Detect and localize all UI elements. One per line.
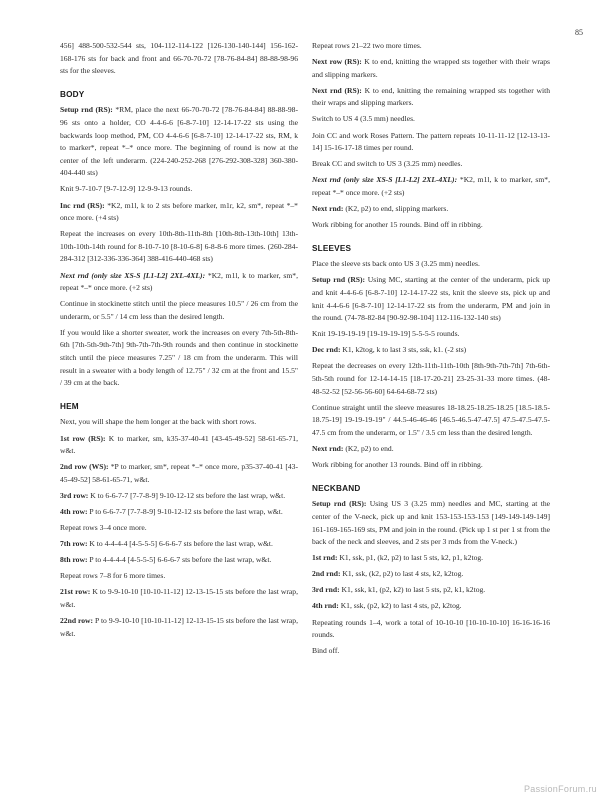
- section-heading: SLEEVES: [312, 243, 352, 253]
- instruction-label: 2nd row (WS):: [60, 462, 109, 472]
- instruction-label: 4th row:: [60, 507, 88, 516]
- instruction-text: K to end, knitting the remaining wrapped sts together with their wraps and slipping markers.: [312, 85, 550, 108]
- instruction-paragraph: [312, 174, 550, 199]
- instruction-text: Continue in stockinette stitch until the piece measures 10.5" / 26 cm from the underarm, or 5.5" / 14 cm less than the desired length.: [60, 299, 298, 321]
- instruction-paragraph: [312, 203, 550, 216]
- instruction-text: K to end, knitting the wrapped sts together with their wraps and slipping markers.: [312, 57, 550, 79]
- section-heading: BODY: [60, 89, 85, 99]
- instruction-text: *K2, m1l, k to 2 sts before marker, m1r, k2, sm*, repeat *–* once more. (+4 sts): [60, 200, 298, 223]
- instruction-text: K1, k2tog, k to last 3 sts, ssk, k1. (-2 sts): [340, 345, 467, 355]
- instruction-text: *K2, m1l, k to marker, sm*, repeat *–* once more. (+2 sts): [312, 175, 550, 197]
- instruction-paragraph: [312, 113, 550, 126]
- instruction-text: Repeat rows 7–8 for 6 more times.: [60, 571, 166, 581]
- instruction-text: Bind off.: [312, 646, 340, 656]
- instruction-label: Setup rnd (RS):: [60, 105, 113, 115]
- instruction-paragraph: [312, 584, 550, 597]
- instruction-text: Switch to US 4 (3.5 mm) needles.: [312, 114, 415, 124]
- instruction-paragraph: [60, 490, 298, 503]
- right-column: [312, 40, 550, 661]
- instruction-label: 1st rnd:: [312, 553, 338, 563]
- instruction-paragraph: [60, 586, 298, 611]
- instruction-paragraph: [312, 617, 550, 642]
- instruction-paragraph: [312, 56, 550, 81]
- instruction-paragraph: [312, 328, 550, 341]
- instruction-paragraph: [60, 183, 298, 196]
- instruction-text: Place the sleeve sts back onto US 3 (3.25 mm) needles.: [312, 259, 480, 269]
- instruction-text: K1, ssk, k1, (p2, k2) to last 5 sts, p2, k1, k2tog.: [339, 585, 486, 595]
- instruction-text: *P to marker, sm*, repeat *–* once more, p35-37-40-41 [43-45-49-52] 58-61-65-71, w&t.: [60, 462, 298, 484]
- instruction-paragraph: [60, 433, 298, 458]
- instruction-paragraph: [60, 538, 298, 551]
- instruction-text: Repeating rounds 1–4, work a total of 10-10-10 [10-10-10-10] 16-16-16-16 rounds.: [312, 617, 550, 640]
- instruction-label: Inc rnd (RS):: [60, 200, 105, 210]
- instruction-paragraph: [60, 522, 298, 535]
- left-column: [60, 40, 298, 644]
- instruction-text: (K2, p2) to end, slipping markers.: [343, 204, 449, 214]
- instruction-label: Setup rnd (RS):: [312, 275, 366, 285]
- instruction-text: K1, ssk, p1, (k2, p2) to last 5 sts, k2, p1, k2tog.: [337, 553, 484, 563]
- instruction-label: 7th row:: [60, 539, 88, 549]
- instruction-label: 3rd row:: [60, 490, 89, 500]
- instruction-text: Repeat the increases on every 10th-8th-11th-8th [10th-8th-13th-10th] 13th-10th-10th-14th round for 8-10-7-10 [8-10-6-8] 6-8-8-6 more times. (260-284-284-312 [312-336-336-364] 388-416-440-468 sts): [60, 229, 298, 264]
- instruction-text: P to 6-6-7-7 [7-7-8-9] 9-10-12-12 sts before the last wrap, w&t.: [87, 507, 283, 516]
- instruction-paragraph: [60, 416, 298, 429]
- instruction-text: Join CC and work Roses Pattern. The pattern repeats 10-11-11-12 [12-13-13-14] 15-16-17-18 times per round.: [312, 130, 550, 153]
- instruction-label: 21st row:: [60, 587, 91, 597]
- instruction-text: K to 6-6-7-7 [7-7-8-9] 9-10-12-12 sts before the last wrap, w&t.: [88, 490, 286, 500]
- instruction-text: Next, you will shape the hem longer at the back with short rows.: [60, 417, 257, 427]
- watermark: PassionForum.ru: [523, 784, 597, 794]
- instruction-paragraph: [312, 258, 550, 271]
- instruction-paragraph: [60, 270, 298, 295]
- instruction-text: 456] 488-500-532-544 sts, 104-112-114-122 [126-130-140-144] 156-162-168-176 sts for back and front and 66-70-70-72 [78-76-84-84] 88-88-98-96 sts for the sleeves.: [60, 41, 298, 76]
- instruction-text: Knit 19-19-19-19 [19-19-19-19] 5-5-5-5 rounds.: [312, 329, 460, 339]
- section-heading: NECKBAND: [312, 483, 361, 493]
- instruction-text: Knit 9-7-10-7 [9-7-12-9] 12-9-9-13 rounds.: [60, 184, 193, 194]
- instruction-label: Next rnd:: [312, 444, 344, 454]
- instruction-paragraph: [312, 344, 550, 357]
- instruction-paragraph: [60, 461, 298, 486]
- instruction-paragraph: [312, 498, 550, 548]
- instruction-text: K to 9-9-10-10 [10-10-11-12] 12-13-15-15 sts before the last wrap, w&t.: [60, 587, 298, 610]
- instruction-text: Repeat rows 21–22 two more times.: [312, 41, 422, 50]
- instruction-label: Next rnd (only size XS-S [L1-L2] 2XL-4XL):: [60, 270, 206, 280]
- instruction-label: Dec rnd:: [312, 345, 341, 355]
- instruction-label: 3rd rnd:: [312, 585, 340, 595]
- instruction-paragraph: [312, 274, 550, 324]
- instruction-label: Next rnd (RS):: [312, 85, 362, 95]
- instruction-text: Break CC and switch to US 3 (3.25 mm) needles.: [312, 159, 463, 169]
- instruction-paragraph: [60, 104, 298, 180]
- instruction-paragraph: [60, 554, 298, 567]
- instruction-paragraph: [312, 130, 550, 155]
- instruction-paragraph: [60, 615, 298, 640]
- instruction-paragraph: [60, 298, 298, 323]
- instruction-text: K1, ssk, (p2, k2) to last 4 sts, p2, k2tog.: [338, 601, 462, 611]
- instruction-label: Next row (RS):: [312, 57, 362, 67]
- instruction-text: *RM, place the next 66-70-70-72 [78-76-84-84] 88-88-98-96 sts onto a holder, CO 4-4-6-6 [6-8-7-10] 12-14-17-22 sts using the backwards loop method, PM, CO 4-4-6-6 [6-8-7-10] 12-14-17-22 sts, RM, k to marker*, repeat *–* once more. The beginning of round is now at the center of the left underarm. (224-240-252-268 [276-292-308-328] 360-380-404-440 sts): [60, 105, 298, 178]
- instruction-paragraph: [312, 443, 550, 456]
- instruction-label: Next rnd:: [312, 204, 344, 214]
- instruction-text: P to 4-4-4-4 [4-5-5-5] 6-6-6-7 sts before the last wrap, w&t.: [87, 555, 272, 565]
- instruction-label: Setup rnd (RS):: [312, 499, 367, 509]
- page-number: 85: [575, 28, 583, 37]
- instruction-paragraph: [60, 506, 298, 519]
- instruction-label: 8th row:: [60, 555, 88, 565]
- instruction-text: Repeat rows 3–4 once more.: [60, 523, 147, 533]
- instruction-paragraph: [312, 459, 550, 472]
- instruction-paragraph: [312, 552, 550, 565]
- instruction-label: Next rnd (only size XS-S [L1-L2] 2XL-4XL):: [312, 175, 458, 185]
- instruction-text: K to 4-4-4-4 [4-5-5-5] 6-6-6-7 sts before the last wrap, w&t.: [87, 539, 273, 549]
- instruction-label: 22nd row:: [60, 616, 94, 626]
- instruction-paragraph: [60, 327, 298, 390]
- instruction-paragraph: [312, 158, 550, 171]
- instruction-paragraph: [312, 600, 550, 613]
- instruction-text: Repeat the decreases on every 12th-11th-11th-10th [8th-9th-7th-7th] 7th-6th-5th-5th round for 12-14-14-15 [18-17-20-21] 23-25-31-33 more times. (48-48-52-52 [52-56-56-60] 64-64-68-72 sts): [312, 361, 550, 396]
- instruction-paragraph: [312, 402, 550, 440]
- instruction-text: K1, ssk, (k2, p2) to last 4 sts, k2, k2tog.: [340, 569, 464, 579]
- instruction-paragraph: [60, 570, 298, 583]
- instruction-paragraph: [312, 219, 550, 232]
- instruction-text: Using US 3 (3.25 mm) needles and MC, starting at the center of the V-neck, pick up and knit 153-153-153-153 [149-149-149-149] 161-169-165-169 sts, PM and join in the round. (Pick up 1 st per 1 st from the back of the neck and sleeves, and 2 sts per 3 rnds from the V-neck.): [312, 499, 550, 547]
- instruction-paragraph: [312, 568, 550, 581]
- instruction-label: 2nd rnd:: [312, 569, 341, 579]
- instruction-text: P to 9-9-10-10 [10-10-11-12] 12-13-15-15 sts before the last wrap, w&t.: [60, 616, 298, 638]
- instruction-paragraph: [312, 360, 550, 398]
- instruction-paragraph: [60, 200, 298, 225]
- instruction-paragraph: [60, 228, 298, 266]
- instruction-paragraph: [312, 645, 550, 658]
- instruction-text: If you would like a shorter sweater, work the increases on every 7th-5th-8th-6th [7th-5th-9th-7th] 9th-7th-7th-9th rounds and then continue in stockinette stitch until the piece measures 7.25" / 18 cm from the underarm. This will result in a sweater with a body length of 12.75" / 32 cm at the front and 15.5" / 39 cm at the back.: [60, 327, 298, 388]
- instruction-paragraph: [60, 40, 298, 78]
- instruction-paragraph: [312, 85, 550, 110]
- instruction-label: 4th rnd:: [312, 601, 339, 611]
- instruction-text: Using MC, starting at the center of the underarm, pick up and knit 4-4-6-6 [6-8-7-10] 12-14-17-22 sts, knit the sleeve sts, pick up and knit 4-4-6-6 [6-8-7-10] 12-14-17-22 sts from the underarm, PM and join in the round. (74-78-82-84 [90-92-98-104] 112-116-132-140 sts): [312, 275, 550, 323]
- instruction-text: Work ribbing for another 13 rounds. Bind off in ribbing.: [312, 460, 483, 470]
- section-heading: HEM: [60, 401, 79, 411]
- instruction-text: Continue straight until the sleeve measures 18-18.25-18.25-18.25 [18.5-18.5-18.75-19] 19-19-19-19" / 44.5-46-46-46 [46.5-46.5-47-47.5] 47.5-47.5-47.5-47.5 cm from the underarm, or 1.5" / 3.5 cm less than the desired length.: [312, 402, 550, 437]
- instruction-text: *K2, m1l, k to marker, sm*, repeat *–* once more. (+2 sts): [60, 270, 298, 293]
- instruction-label: 1st row (RS):: [60, 433, 106, 443]
- instruction-text: (K2, p2) to end.: [343, 444, 394, 454]
- instruction-text: Work ribbing for another 15 rounds. Bind off in ribbing.: [312, 220, 483, 230]
- instruction-text: K to marker, sm, k35-37-40-41 [43-45-49-52] 58-61-65-71, w&t.: [60, 433, 298, 456]
- instruction-paragraph: [312, 40, 550, 53]
